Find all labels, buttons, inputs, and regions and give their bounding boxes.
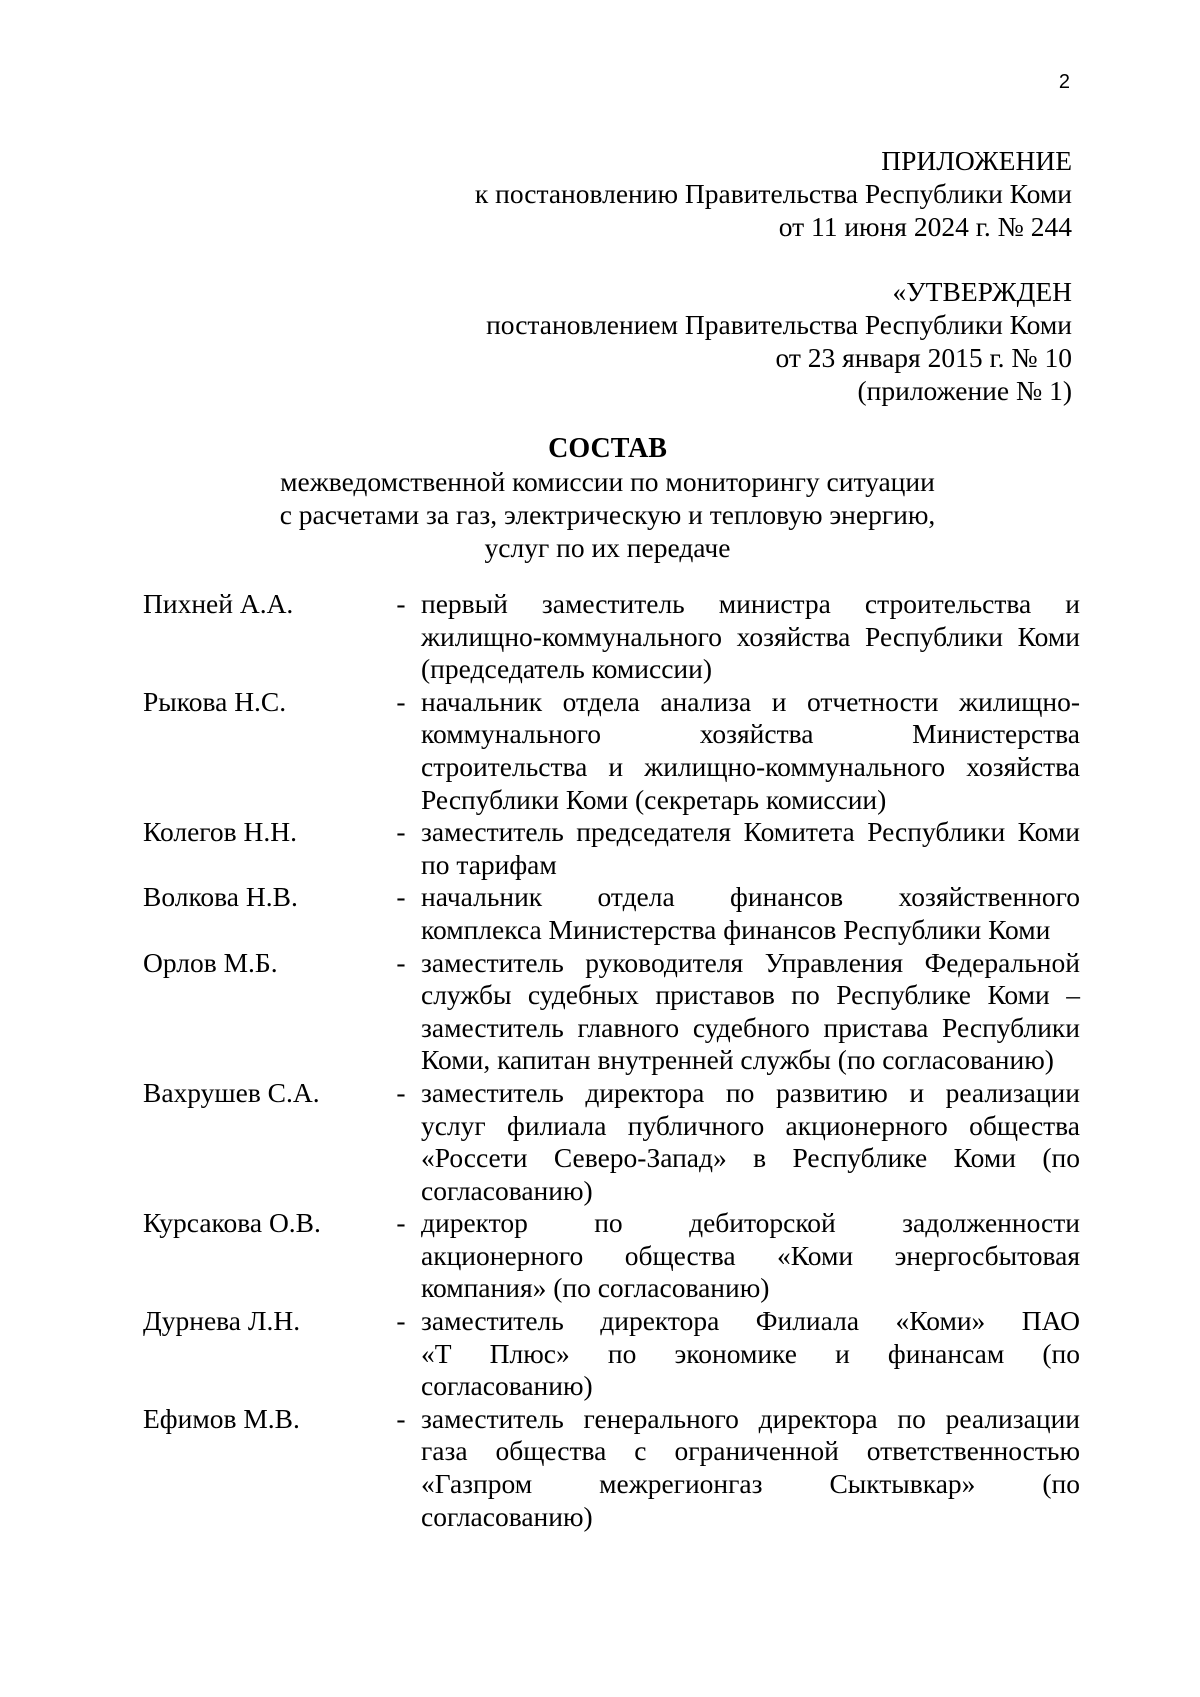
member-role-line: «Газпром межрегионгаз Сыктывкар» (по xyxy=(421,1468,1080,1500)
member-dash: - xyxy=(396,1076,406,1108)
member-role-line: коммунального хозяйства Министерства xyxy=(421,718,1080,750)
member-dash: - xyxy=(396,881,406,913)
member-role-line: «Россети Северо-Запад» в Республике Коми (по xyxy=(421,1142,1080,1174)
document-heading xyxy=(0,432,1200,564)
commission-member xyxy=(143,1403,1080,1533)
member-role-line: заместитель директора по развитию и реализации xyxy=(421,1076,1080,1108)
member-dash: - xyxy=(396,588,406,619)
document-title: СОСТАВ xyxy=(548,433,667,464)
member-role xyxy=(421,816,1080,881)
approval-title: «УТВЕРЖДЕН xyxy=(892,276,1072,307)
document-subtitle-line: услуг по их передаче xyxy=(484,532,731,563)
member-role-line: по тарифам xyxy=(421,848,557,880)
member-name: Рыкова Н.С. xyxy=(143,685,287,717)
member-role xyxy=(421,947,1080,1077)
member-dash: - xyxy=(396,1402,406,1434)
approval-reference: постановлением Правительства Республики Коми xyxy=(486,309,1072,340)
member-role-line: заместитель руководителя Управления Федеральной xyxy=(421,946,1080,978)
member-name: Дурнева Л.Н. xyxy=(143,1305,301,1337)
member-role-line: службы судебных приставов по Республике Коми – xyxy=(421,979,1080,1011)
member-role-line: согласованию) xyxy=(421,1500,593,1532)
approval-stamp xyxy=(486,275,1072,407)
document-subtitle-line: с расчетами за газ, электрическую и тепловую энергию, xyxy=(279,499,936,530)
member-role-line: заместитель генерального директора по реализации xyxy=(421,1402,1080,1434)
appendix-header xyxy=(475,144,1072,243)
appendix-title: ПРИЛОЖЕНИЕ xyxy=(881,145,1072,176)
member-name: Пихней А.А. xyxy=(143,588,294,619)
commission-member xyxy=(143,686,1080,816)
member-role-line: Коми, капитан внутренней службы (по согласованию) xyxy=(421,1044,1054,1076)
page-number: 2 xyxy=(1058,71,1070,93)
member-name: Орлов М.Б. xyxy=(143,946,278,978)
commission-member-list xyxy=(143,588,1080,1533)
member-dash: - xyxy=(396,816,406,848)
member-name: Колегов Н.Н. xyxy=(143,816,297,848)
member-role xyxy=(421,686,1080,816)
member-role xyxy=(421,1077,1080,1207)
member-role-line: заместитель директора Филиала «Коми» ПАО xyxy=(421,1305,1080,1337)
document-subtitle-line: межведомственной комиссии по мониторингу ситуации xyxy=(280,466,935,497)
member-name: Курсакова О.В. xyxy=(143,1207,321,1239)
member-role-line: газа общества с ограниченной ответственностью xyxy=(421,1435,1080,1467)
member-name: Волкова Н.В. xyxy=(143,881,298,913)
member-role-line: согласованию) xyxy=(421,1174,593,1206)
member-role xyxy=(421,588,1080,686)
member-role-line: согласованию) xyxy=(421,1370,593,1402)
member-role-line: заместитель главного судебного пристава Республики xyxy=(421,1011,1080,1043)
member-name: Ефимов М.В. xyxy=(143,1402,300,1434)
commission-member xyxy=(143,1207,1080,1305)
member-role xyxy=(421,1207,1080,1305)
member-role-line: заместитель председателя Комитета Республики Коми xyxy=(421,816,1080,848)
member-role-line: комплекса Министерства финансов Республики Коми xyxy=(421,913,1051,945)
member-role xyxy=(421,881,1080,946)
appendix-date: от 11 июня 2024 г. № 244 xyxy=(778,211,1072,242)
member-role-line: Республики Коми (секретарь комиссии) xyxy=(421,783,887,815)
commission-member xyxy=(143,816,1080,881)
commission-member xyxy=(143,588,1080,686)
member-dash: - xyxy=(396,946,406,978)
commission-member xyxy=(143,1077,1080,1207)
member-dash: - xyxy=(396,1207,406,1239)
member-name: Вахрушев С.А. xyxy=(143,1076,320,1108)
member-dash: - xyxy=(396,685,406,717)
member-dash: - xyxy=(396,1305,406,1337)
commission-member xyxy=(143,947,1080,1077)
commission-member xyxy=(143,881,1080,946)
member-role xyxy=(421,1403,1080,1533)
member-role-line: жилищно-коммунального хозяйства Республики Коми xyxy=(421,620,1080,652)
member-role xyxy=(421,1305,1080,1403)
member-role-line: начальник отдела анализа и отчетности жилищно- xyxy=(421,685,1080,717)
approval-annex-number: (приложение № 1) xyxy=(857,375,1072,406)
member-role-line: «Т Плюс» по экономике и финансам (по xyxy=(421,1337,1080,1369)
member-role-line: акционерного общества «Коми энергосбытовая xyxy=(421,1239,1080,1271)
member-role-line: строительства и жилищно-коммунального хозяйства xyxy=(421,750,1080,782)
member-role-line: первый заместитель министра строительства и xyxy=(421,588,1080,619)
member-role-line: начальник отдела финансов хозяйственного xyxy=(421,881,1080,913)
appendix-reference: к постановлению Правительства Республики Коми xyxy=(474,178,1072,209)
member-role-line: директор по дебиторской задолженности xyxy=(421,1207,1080,1239)
member-role-line: (председатель комиссии) xyxy=(421,653,713,685)
commission-member xyxy=(143,1305,1080,1403)
member-role-line: услуг филиала публичного акционерного общества xyxy=(421,1109,1080,1141)
approval-date: от 23 января 2015 г. № 10 xyxy=(775,342,1072,373)
member-role-line: компания» (по согласованию) xyxy=(421,1272,770,1304)
